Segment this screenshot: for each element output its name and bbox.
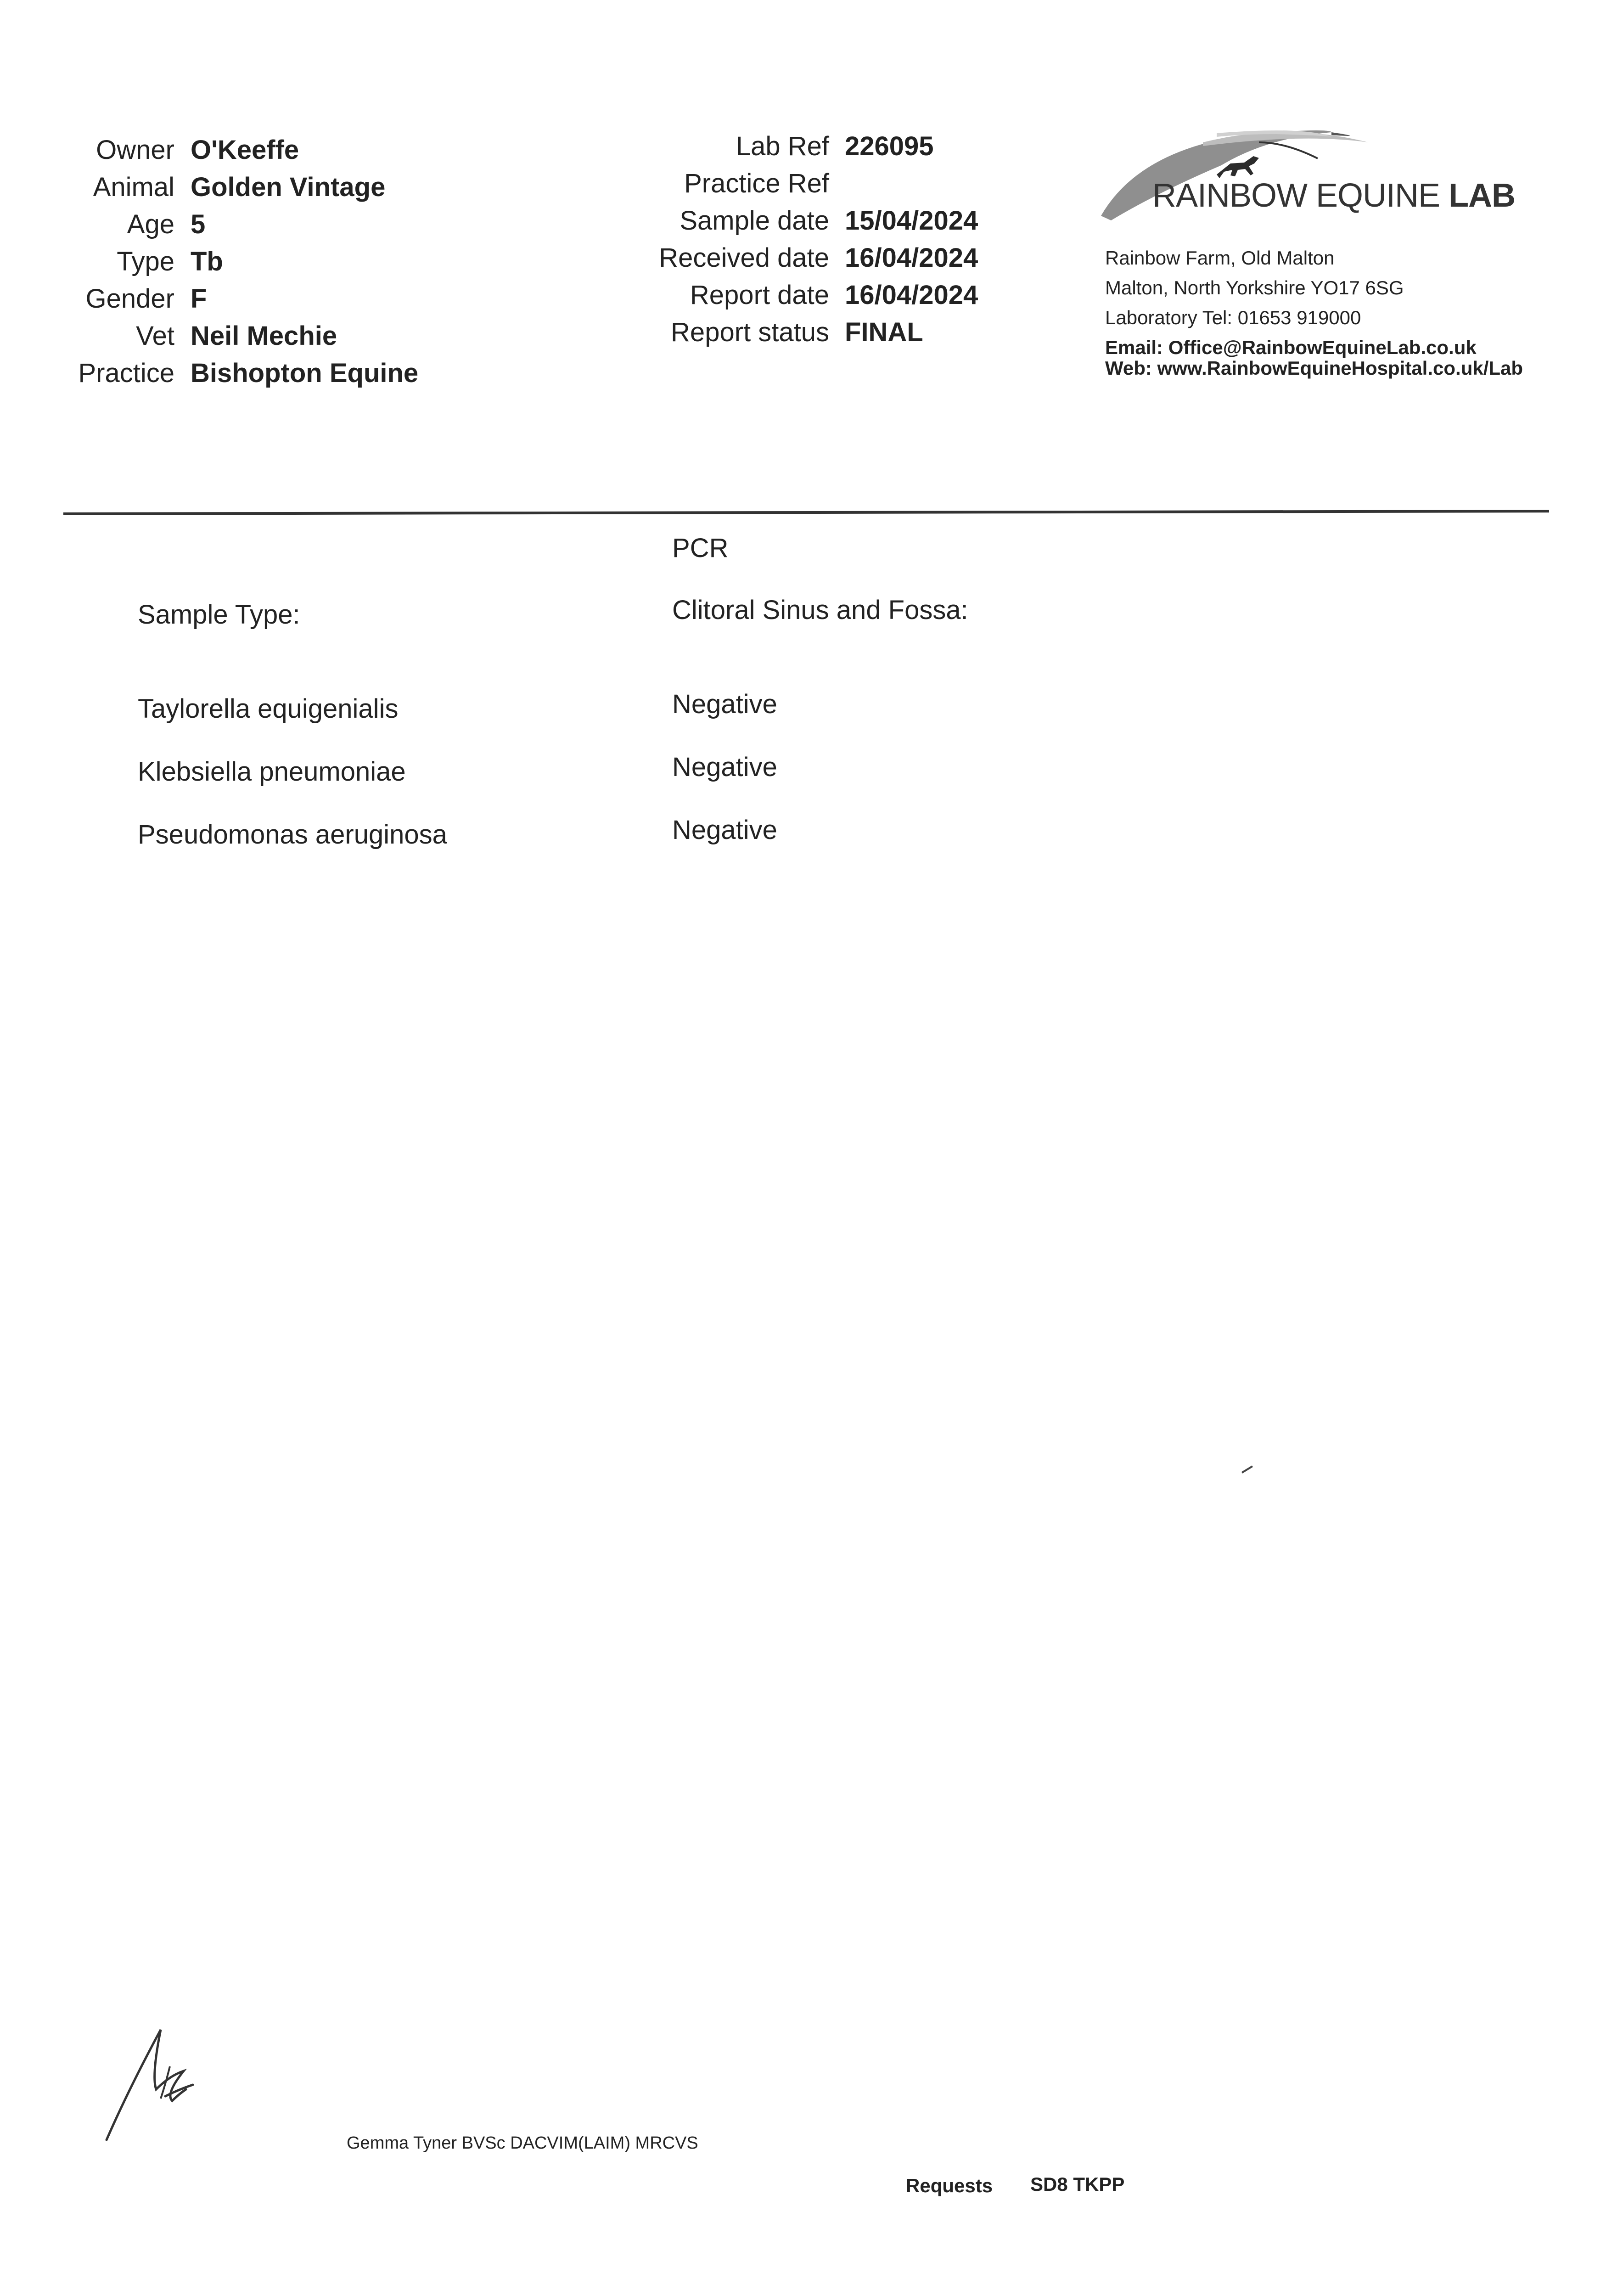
sample-date-label: Sample date xyxy=(680,206,829,236)
practice-label: Practice xyxy=(78,358,174,388)
address-line-2: Malton, North Yorkshire YO17 6SG xyxy=(1105,277,1404,298)
header-divider xyxy=(63,510,1549,515)
owner-value: O'Keeffe xyxy=(191,135,299,165)
requests-value: SD8 TKPP xyxy=(1030,2173,1125,2195)
report-date-value: 16/04/2024 xyxy=(845,280,978,310)
requests-label: Requests xyxy=(906,2175,993,2196)
result-row-1-organism: Taylorella equigenialis xyxy=(138,694,399,724)
gender-label: Gender xyxy=(85,284,174,314)
signature-icon xyxy=(101,2020,220,2158)
practice-ref-label: Practice Ref xyxy=(684,169,829,198)
rainbow-equine-lab-logo xyxy=(1093,124,1533,230)
email-line: Email: Office@RainbowEquineLab.co.uk xyxy=(1105,337,1477,358)
received-date-label: Received date xyxy=(659,243,829,273)
vet-label: Vet xyxy=(136,321,174,351)
result-row-1-value: Negative xyxy=(672,689,777,719)
report-status-value: FINAL xyxy=(845,317,923,347)
report-date-label: Report date xyxy=(690,280,829,310)
age-label: Age xyxy=(127,209,174,239)
result-row-2-value: Negative xyxy=(672,752,777,782)
address-line-3: Laboratory Tel: 01653 919000 xyxy=(1105,307,1361,328)
animal-value: Golden Vintage xyxy=(191,172,386,202)
logo-name-regular: RAINBOW EQUINE xyxy=(1152,177,1440,214)
gender-value: F xyxy=(191,284,207,314)
animal-label: Animal xyxy=(93,172,174,202)
sample-type-value: Clitoral Sinus and Fossa: xyxy=(672,595,968,625)
logo-name-bold: LAB xyxy=(1449,177,1516,214)
lab-ref-value: 226095 xyxy=(845,131,934,161)
lab-ref-label: Lab Ref xyxy=(736,131,829,161)
test-name: PCR xyxy=(672,533,729,563)
result-row-3-organism: Pseudomonas aeruginosa xyxy=(138,820,447,850)
stray-mark-icon xyxy=(1240,1463,1258,1476)
sample-date-value: 15/04/2024 xyxy=(845,206,978,236)
vet-value: Neil Mechie xyxy=(191,321,337,351)
practice-value: Bishopton Equine xyxy=(191,358,419,388)
result-row-2-organism: Klebsiella pneumoniae xyxy=(138,757,406,787)
age-value: 5 xyxy=(191,209,206,239)
sample-type-label: Sample Type: xyxy=(138,600,300,630)
address-line-1: Rainbow Farm, Old Malton xyxy=(1105,247,1335,269)
owner-label: Owner xyxy=(96,135,174,165)
signatory-name: Gemma Tyner BVSc DACVIM(LAIM) MRCVS xyxy=(347,2133,698,2153)
web-line: Web: www.RainbowEquineHospital.co.uk/Lab xyxy=(1105,357,1523,379)
received-date-value: 16/04/2024 xyxy=(845,243,978,273)
type-label: Type xyxy=(117,247,174,276)
report-status-label: Report status xyxy=(671,317,829,347)
type-value: Tb xyxy=(191,247,223,276)
result-row-3-value: Negative xyxy=(672,815,777,845)
